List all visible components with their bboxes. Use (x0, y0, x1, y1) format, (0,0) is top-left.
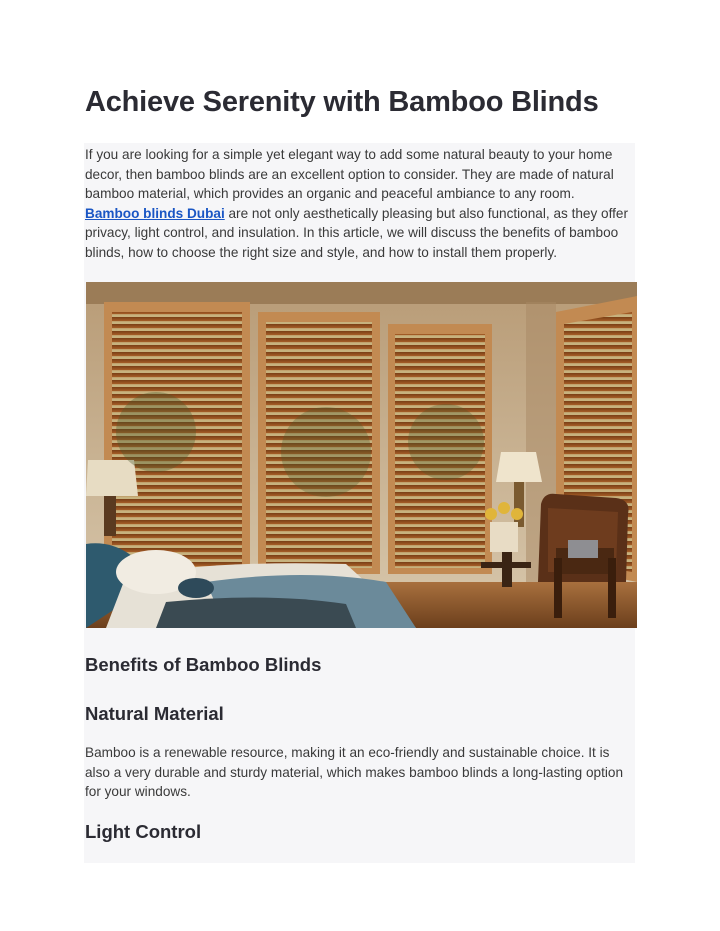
intro-paragraph (85, 145, 637, 262)
subheading-natural-material: Natural Material (85, 703, 224, 724)
natural-material-paragraph: Bamboo is a renewable resource, making it an eco-friendly and sustainable choice. It is also a very durable and sturdy material, which makes bamboo blinds a long-lasting option for your windows. (85, 745, 624, 799)
subheading-light-control: Light Control (85, 821, 202, 842)
intro-text: If you are looking for a simple yet elegant way to add some natural beauty to your home decor, then bamboo blinds are an excellent option to consider. They are made of natural bamboo material, which provides an organic and peaceful ambiance to any room. (85, 147, 614, 201)
page-title: Achieve Serenity with Bamboo Blinds (85, 86, 599, 118)
bamboo-blinds-dubai-link[interactable]: Bamboo blinds Dubai (85, 205, 225, 221)
intro-text-continued: are not only aesthetically pleasing but also functional, as they offer privacy, light control, and insulation. In this article, we will discuss the benefits of bamboo blinds, how to choose the right size and style, and how to install them properly. (85, 205, 628, 260)
section-heading-benefits: Benefits of Bamboo Blinds (85, 654, 322, 675)
bedroom-blinds-photo (86, 282, 637, 628)
